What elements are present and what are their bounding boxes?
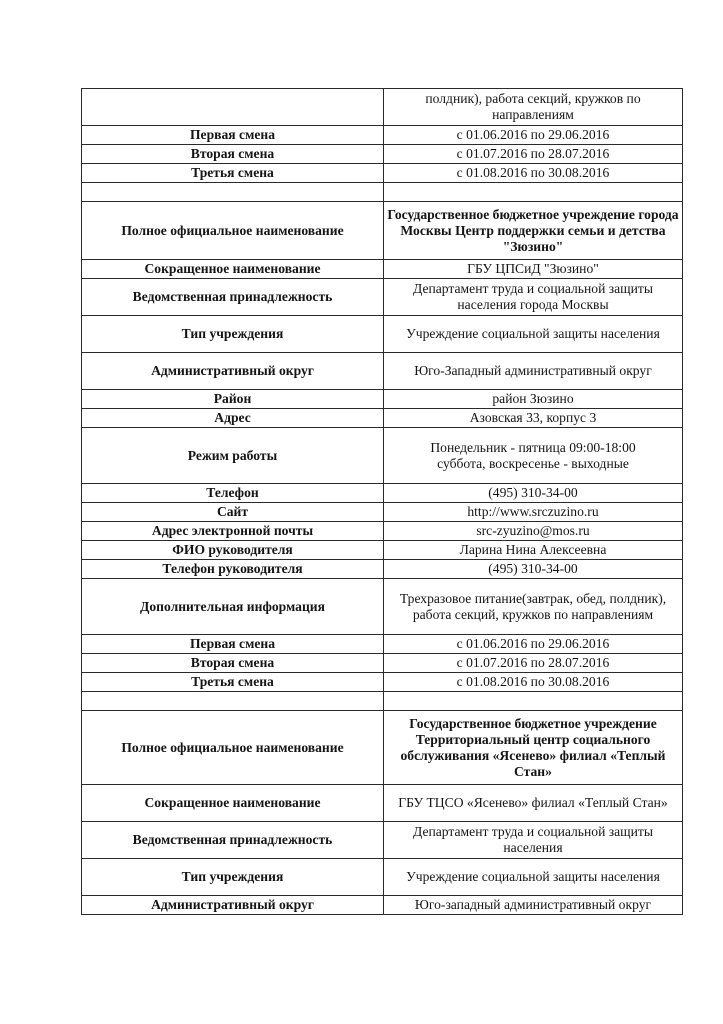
table-row (82, 503, 683, 522)
okrug-value: Юго-Западный административный округ (384, 353, 683, 390)
table-row (82, 353, 683, 390)
table-row (82, 822, 683, 859)
table-row (82, 316, 683, 353)
shift3-value: с 01.08.2016 по 30.08.2016 (384, 673, 683, 692)
spacer-row (82, 692, 683, 711)
type-value: Учреждение социальной защиты населения (384, 859, 683, 896)
dept-label: Ведомственная принадлежность (82, 822, 384, 859)
table-row (82, 635, 683, 654)
hours-line-weekdays: Понедельник - пятница 09:00-18:00 (430, 439, 636, 455)
hours-line-weekend: суббота, воскресенье - выходные (437, 455, 629, 471)
site-label: Сайт (82, 503, 384, 522)
table-row (82, 560, 683, 579)
hours-value (384, 428, 683, 484)
table-row (82, 522, 683, 541)
shift1-label: Первая смена (82, 126, 384, 145)
district-value: район Зюзино (384, 390, 683, 409)
table-row (82, 673, 683, 692)
shift3-label: Третья смена (82, 164, 384, 183)
shift2-value: с 01.07.2016 по 28.07.2016 (384, 145, 683, 164)
dept-value: Департамент труда и социальной защиты населения (384, 822, 683, 859)
table-row (82, 484, 683, 503)
table-row (82, 390, 683, 409)
shift3-label: Третья смена (82, 673, 384, 692)
extra-value: Трехразовое питание(завтрак, обед, полдник), работа секций, кружков по направлениям (384, 579, 683, 635)
table-row (82, 785, 683, 822)
dept-label: Ведомственная принадлежность (82, 279, 384, 316)
okrug-label: Административный округ (82, 896, 384, 915)
table-row (82, 126, 683, 145)
type-label: Тип учреждения (82, 859, 384, 896)
table-row (82, 164, 683, 183)
short-name-label: Сокращенное наименование (82, 260, 384, 279)
site-link[interactable]: http://www.srczuzino.ru (384, 503, 683, 522)
table-row (82, 409, 683, 428)
full-name-value: Государственное бюджетное учреждение города Москвы Центр поддержки семьи и детства "Зюзино" (384, 202, 683, 260)
table-row (82, 202, 683, 260)
okrug-label: Административный округ (82, 353, 384, 390)
phone-value: (495) 310-34-00 (384, 484, 683, 503)
address-label: Адрес (82, 409, 384, 428)
empty-cell (82, 89, 384, 126)
extra-info-cont-value: полдник), работа секций, кружков по направлениям (384, 89, 683, 126)
okrug-value: Юго-западный административный округ (384, 896, 683, 915)
head-phone-value: (495) 310-34-00 (384, 560, 683, 579)
shift2-label: Вторая смена (82, 654, 384, 673)
full-name-label: Полное официальное наименование (82, 711, 384, 785)
shift2-label: Вторая смена (82, 145, 384, 164)
short-name-value: ГБУ ТЦСО «Ясенево» филиал «Теплый Стан» (384, 785, 683, 822)
full-name-label: Полное официальное наименование (82, 202, 384, 260)
table-row (82, 89, 683, 126)
table-row (82, 896, 683, 915)
table-row (82, 260, 683, 279)
table-row (82, 859, 683, 896)
head-value: Ларина Нина Алексеевна (384, 541, 683, 560)
address-value: Азовская 33, корпус 3 (384, 409, 683, 428)
type-value: Учреждение социальной защиты населения (384, 316, 683, 353)
table-row (82, 711, 683, 785)
table-row (82, 654, 683, 673)
shift3-value: с 01.08.2016 по 30.08.2016 (384, 164, 683, 183)
table-row (82, 541, 683, 560)
head-phone-label: Телефон руководителя (82, 560, 384, 579)
hours-label: Режим работы (82, 428, 384, 484)
institutions-table (81, 88, 683, 915)
table-row (82, 279, 683, 316)
phone-label: Телефон (82, 484, 384, 503)
extra-label: Дополнительная информация (82, 579, 384, 635)
shift1-value: с 01.06.2016 по 29.06.2016 (384, 635, 683, 654)
short-name-value: ГБУ ЦПСиД "Зюзино" (384, 260, 683, 279)
email-link[interactable]: src-zyuzino@mos.ru (384, 522, 683, 541)
shift1-value: с 01.06.2016 по 29.06.2016 (384, 126, 683, 145)
dept-value: Департамент труда и социальной защиты населения города Москвы (384, 279, 683, 316)
full-name-value: Государственное бюджетное учреждение Территориальный центр социального обслуживания «Ясенево» филиал «Теплый Стан» (384, 711, 683, 785)
table-row (82, 579, 683, 635)
head-label: ФИО руководителя (82, 541, 384, 560)
short-name-label: Сокращенное наименование (82, 785, 384, 822)
table-row (82, 428, 683, 484)
shift1-label: Первая смена (82, 635, 384, 654)
table-row (82, 145, 683, 164)
email-label: Адрес электронной почты (82, 522, 384, 541)
type-label: Тип учреждения (82, 316, 384, 353)
district-label: Район (82, 390, 384, 409)
shift2-value: с 01.07.2016 по 28.07.2016 (384, 654, 683, 673)
spacer-row (82, 183, 683, 202)
